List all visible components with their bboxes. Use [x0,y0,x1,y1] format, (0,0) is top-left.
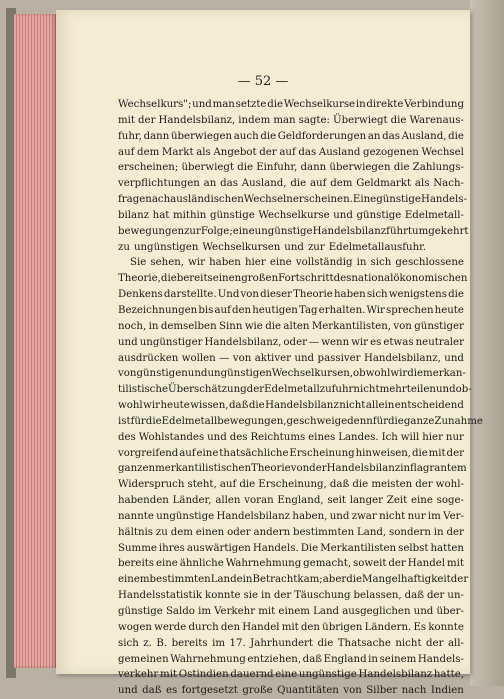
text-line: von günstigen und ungünstigen Wechselkursen, obwohl wir die merkan- [118,368,466,380]
text-line: sich z. B. bereits im 17. Jahrhundert die Thatsache nicht der all- [118,637,464,649]
page-number: — 52 — [237,74,289,89]
text-line: noch, in demselben Sinn wie die alten Merkantilisten, von günstiger [118,320,464,332]
text-line: ganzen merkantilistischen Theorie von der Handelsbilanz in flagrantem [118,463,467,475]
text-line: erscheinen; überwiegt die Einfuhr, dann überwiegen die Zahlungs- [118,162,464,174]
text-line: Theorie, die bereits einen großen Fortschritt des nationalökonomischen [118,273,468,285]
text-line: ausdrücken wollen — von aktiver und passiver Handelsbilanz, und [118,352,464,364]
text-line: Summe ihres auswärtigen Handels. Die Merkantilisten selbst hatten [118,542,464,554]
text-line: einem bestimmten Lande in Betracht kam; aber die Mangelhaftigkeit der [118,574,469,586]
text-line: frage nach ausländischen Wechseln erscheinen. Eine günstige Handels- [118,194,467,206]
text-line: wogen werde durch den Handel mit den übrigen Ländern. Es konnte [118,621,464,633]
text-line: bereits eine ähnliche Wahrnehmung gemacht, soweit der Handel mit [118,558,464,570]
text-line: nannte ungünstige Handelsbilanz haben, und zwar nicht nur im Ver- [118,510,464,522]
text-line: vorgreifend auf eine thatsächliche Erscheinung hinweisen, die mit der [118,447,464,459]
text-line: habenden Länder, allen voran England, seit langer Zeit eine soge- [118,495,464,507]
text-line: gemeinen Wahrnehmung entziehen, daß England in seinem Handels- [118,653,464,665]
text-line: ist für die Edelmetallbewegungen, geschweige denn für die ganze Zunahme [118,415,483,427]
text-line: Widerspruch steht, auf die Erscheinung, daß die meisten der wohl- [118,479,464,491]
book-cover-right [470,0,504,686]
text-line: Wechselkurs"; und man setzte die Wechselkurse in direkte Verbindung [118,99,464,110]
book-page [56,10,483,697]
text-line: Sie sehen, wir haben hier eine vollständig in sich geschlossene [130,257,464,269]
text-line: zu ungünstigen Wechselkursen und zur Edelmetallausfuhr. [118,241,427,253]
text-line: und ungünstiger Handelsbilanz, oder — wenn wir es etwas neutraler [118,336,464,348]
page-body [118,97,483,699]
text-line: mit der Handelsbilanz, indem man sagte: Überwiegt die Warenaus- [118,114,464,126]
text-line: verpflichtungen an das Ausland, die auf dem Geldmarkt als Nach- [118,178,464,190]
text-line: Handelsstatistik konnte sie in der Täuschung belassen, daß der un- [118,590,464,602]
page-edges [14,14,56,668]
text-line: des Wohlstandes und des Reichtums eines Landes. Ich will hier nur [118,431,464,443]
text-line: wohl wir heute wissen, daß die Handelsbilanz nicht allein entscheidend [118,400,464,412]
text-line: bewegungen zur Folge; eine ungünstige Handelsbilanz führt umgekehrt [118,225,469,237]
text-line: Bezeichnungen bis auf den heutigen Tag erhalten. Wir sprechen heute [118,304,464,316]
text-line: hältnis zu dem einen oder andern bestimmten Land, sondern in der [118,526,464,538]
text-line: auf dem Markt als Angebot der auf das Ausland gezogenen Wechsel [118,146,464,158]
text-line: tilistische Überschätzung der Edelmetallzufuhr nicht mehr teilen und ob- [118,384,472,396]
text-line: Denkens darstellte. Und von dieser Theorie haben sich wenigstens die [118,289,464,301]
text-line: und daß es fortgesetzt große Quantitäten von Silber nach Indien [118,685,464,697]
text-line: verkehr mit Ostindien dauernd eine ungünstige Handelsbilanz hatte, [118,669,464,681]
text-line: bilanz hat mithin günstige Wechselkurse und günstige Edelmetall- [118,209,464,221]
text-line: fuhr, dann überwiegen auch die Geldforderungen an das Ausland, die [118,130,464,142]
text-line: günstige Saldo im Verkehr mit einem Land ausgeglichen und über- [118,606,464,617]
